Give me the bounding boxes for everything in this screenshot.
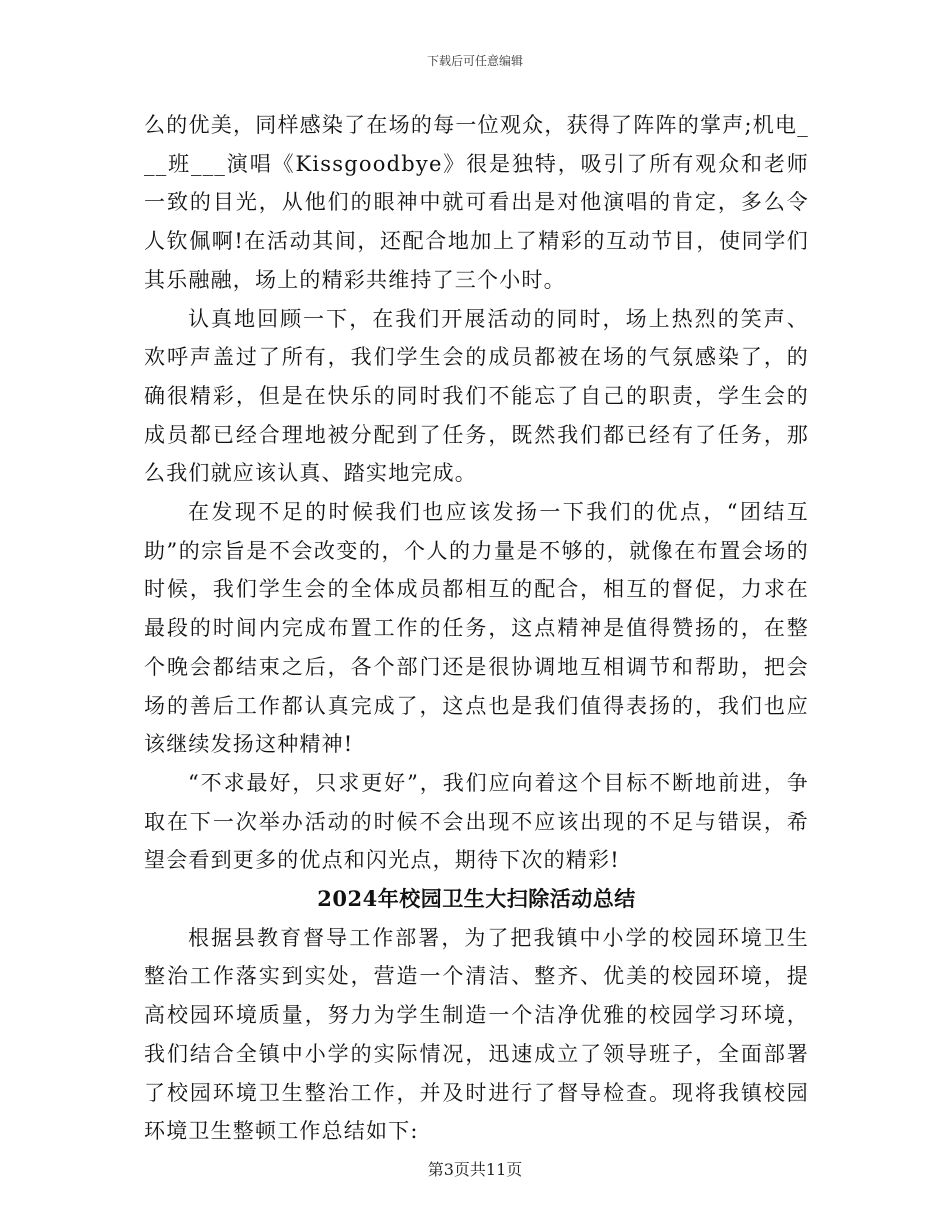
paragraph-strengths: 在发现不足的时候我们也应该发扬一下我们的优点，“团结互助”的宗旨是不会改变的，个人的力量是不够的，就像在布置会场的时候，我们学生会的全体成员都相互的配合，相互的督促，力求在最段的时间内完成布置工作的任务，这点精神是值得赞扬的，在整个晚会都结束之后，各个部门还是很协调地互相调节和帮助，把会场的善后工作都认真完成了，这点也是我们值得表扬的，我们也应该继续发扬这种精神! <box>144 500 809 757</box>
paragraph-continuation: 么的优美，同样感染了在场的每一位观众，获得了阵阵的掌声;机电___班___演唱《Kissgoodbye》很是独特，吸引了所有观众和老师一致的目光，从他们的眼神中就可看出是对他演唱的肯定，多么令人钦佩啊!在活动其间，还配合地加上了精彩的互动节目，使同学们其乐融融，场上的精彩共维持了三个小时。 <box>144 113 809 292</box>
page-header-note: 下载后可任意编辑 <box>426 54 523 68</box>
paragraph-section-intro: 根据县教育督导工作部署，为了把我镇中小学的校园环境卫生整治工作落实到实处，营造一个清洁、整齐、优美的校园环境，提高校园环境质量，努力为学生制造一个洁净优雅的校园学习环境，我们结合全镇中小学的实际情况，迅速成立了领导班子，全面部署了校园环境卫生整治工作，并及时进行了督导检查。现将我镇校园环境卫生整顿工作总结如下: <box>144 925 809 1144</box>
document-body <box>144 106 809 1151</box>
paragraph-goal: “不求最好，只求更好”，我们应向着这个目标不断地前进，争取在下一次举办活动的时候不会出现不应该出现的不足与错误，希望会看到更多的优点和闪光点，期待下次的精彩! <box>144 770 809 873</box>
page-number-footer: 第3页共11页 <box>427 1160 523 1179</box>
paragraph-review: 认真地回顾一下，在我们开展活动的同时，场上热烈的笑声、欢呼声盖过了所有，我们学生会的成员都被在场的气氛感染了，的确很精彩，但是在快乐的同时我们不能忘了自己的职责，学生会的成员都已经合理地被分配到了任务，既然我们都已经有了任务，那么我们就应该认真、踏实地完成。 <box>144 306 809 486</box>
section-title: 2024年校园卫生大扫除活动总结 <box>317 886 636 912</box>
